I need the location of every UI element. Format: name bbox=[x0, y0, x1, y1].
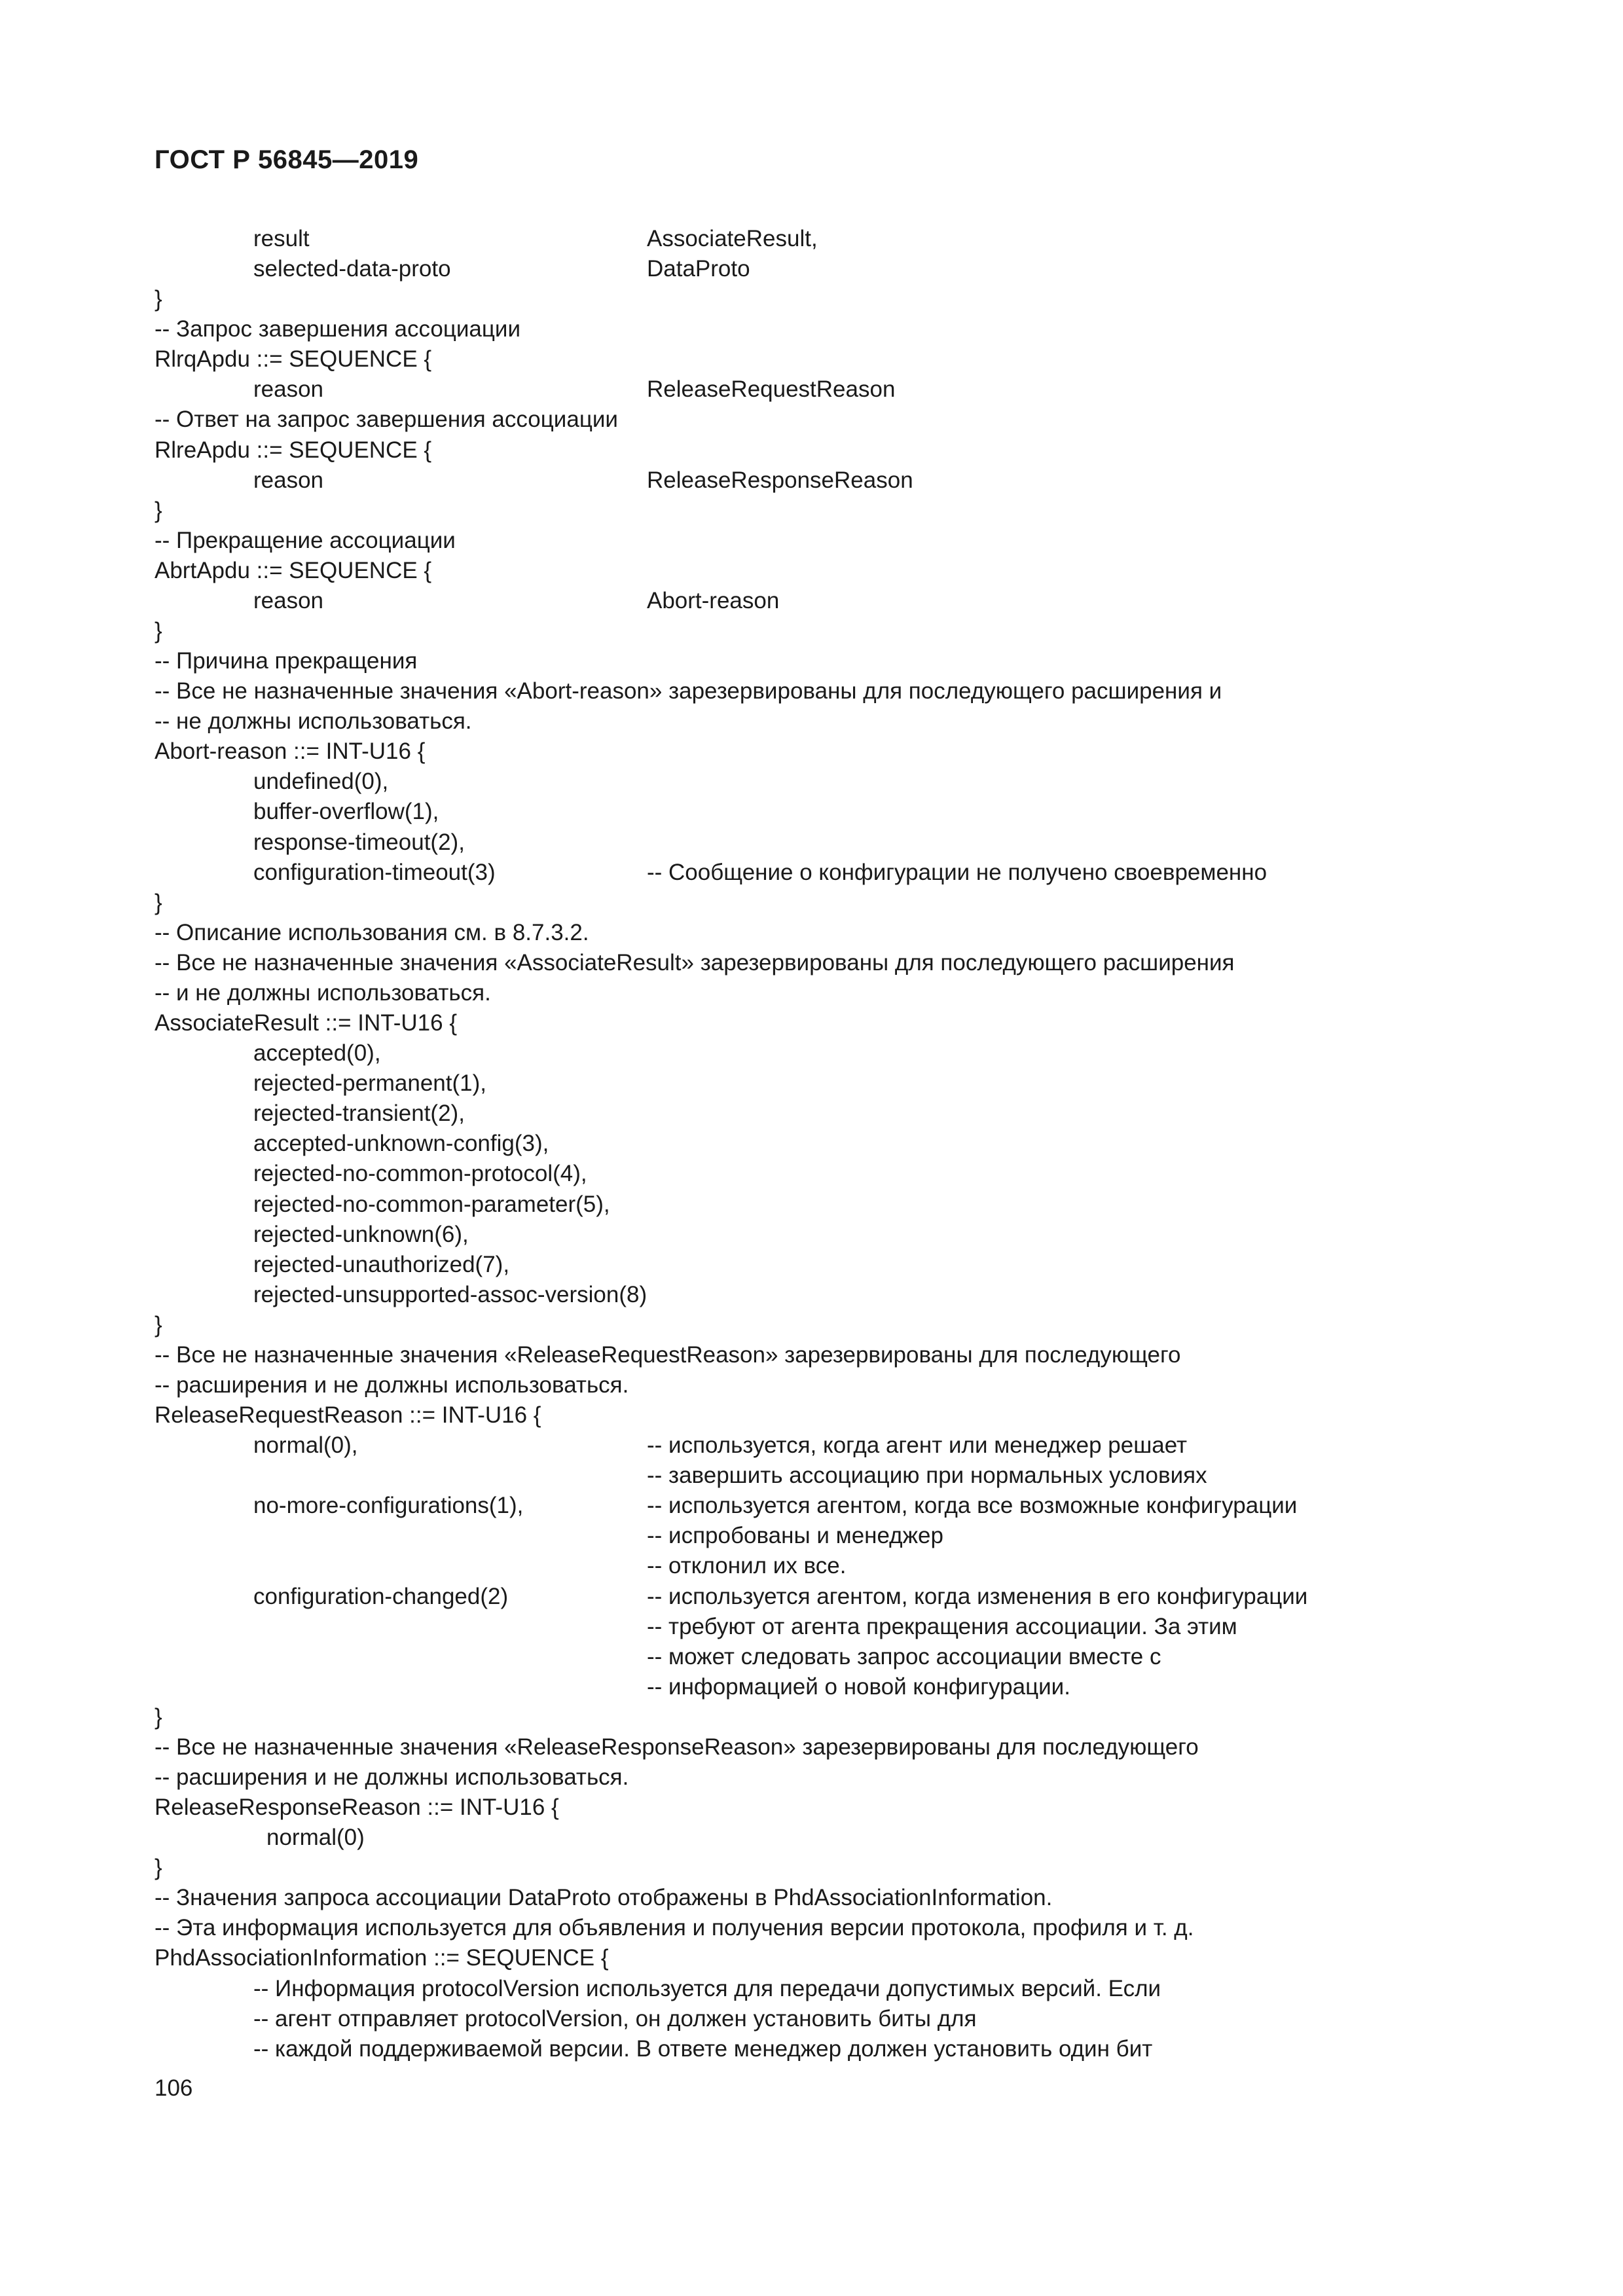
code-line bbox=[155, 1943, 1477, 1973]
code-comment-or-type: -- требуют от агента прекращения ассоциации. За этим bbox=[647, 1613, 1237, 1639]
code-line bbox=[155, 314, 1477, 344]
code-line bbox=[155, 1430, 1477, 1461]
code-text: Abort-reason ::= INT-U16 { bbox=[155, 738, 426, 765]
code-text: AssociateResult ::= INT-U16 { bbox=[155, 1010, 458, 1036]
code-comment-or-type: Abort-reason bbox=[647, 587, 780, 613]
code-text: -- Все не назначенные значения «ReleaseRequestReason» зарезервированы для последующего bbox=[155, 1341, 1181, 1368]
code-comment-or-type: DataProto bbox=[647, 256, 750, 282]
code-text: } bbox=[155, 1311, 162, 1338]
code-comment-or-type: -- может следовать запрос ассоциации вместе с bbox=[647, 1643, 1161, 1669]
code-text: normal(0) bbox=[266, 1825, 365, 1851]
code-text: -- Все не назначенные значения «AssociateResult» зарезервированы для последующего расширения bbox=[155, 949, 1235, 975]
code-line bbox=[155, 1793, 1477, 1823]
code-text: undefined(0), bbox=[253, 769, 389, 795]
code-text: configuration-changed(2) bbox=[253, 1583, 509, 1609]
code-line bbox=[155, 1883, 1477, 1913]
code-text: -- каждой поддерживаемой версии. В ответе менеджер должен установить один бит bbox=[253, 2035, 1153, 2062]
code-line bbox=[155, 284, 1477, 314]
code-text: accepted(0), bbox=[253, 1040, 381, 1066]
code-line bbox=[155, 1340, 1477, 1370]
code-text: -- Все не назначенные значения «ReleaseResponseReason» зарезервированы для последующего bbox=[155, 1734, 1199, 1760]
code-line bbox=[155, 496, 1477, 526]
asn1-code-block bbox=[155, 224, 1477, 2064]
code-line bbox=[155, 1521, 1477, 1551]
code-line bbox=[155, 1280, 1477, 1310]
code-line bbox=[155, 858, 1477, 888]
code-line bbox=[155, 676, 1477, 706]
code-text: reason bbox=[253, 467, 324, 493]
code-text: rejected-unknown(6), bbox=[253, 1221, 469, 1247]
code-line bbox=[155, 828, 1477, 858]
code-comment-or-type: -- Сообщение о конфигурации не получено своевременно bbox=[647, 859, 1267, 885]
code-text: reason bbox=[253, 587, 324, 613]
code-line bbox=[155, 2034, 1477, 2064]
code-line bbox=[155, 254, 1477, 284]
code-text: -- Запрос завершения ассоциации bbox=[155, 316, 521, 342]
code-line bbox=[155, 616, 1477, 646]
code-line bbox=[155, 586, 1477, 616]
code-line bbox=[155, 1220, 1477, 1250]
code-line bbox=[155, 1099, 1477, 1129]
code-text: rejected-unauthorized(7), bbox=[253, 1251, 510, 1277]
code-line bbox=[155, 797, 1477, 827]
code-text: } bbox=[155, 618, 162, 644]
code-text: ReleaseResponseReason ::= INT-U16 { bbox=[155, 1795, 559, 1821]
document-header: ГОСТ Р 56845—2019 bbox=[155, 145, 419, 174]
code-text: PhdAssociationInformation ::= SEQUENCE { bbox=[155, 1945, 609, 1971]
code-comment-or-type: -- используется агентом, когда все возможные конфигурации bbox=[647, 1493, 1298, 1519]
code-text: -- Ответ на запрос завершения ассоциации bbox=[155, 407, 618, 433]
code-text: buffer-overflow(1), bbox=[253, 799, 439, 825]
code-line bbox=[155, 1582, 1477, 1612]
code-text: -- не должны использоваться. bbox=[155, 708, 472, 735]
code-text: -- Все не назначенные значения «Abort-reason» зарезервированы для последующего расширения и bbox=[155, 678, 1222, 704]
code-text: rejected-permanent(1), bbox=[253, 1070, 486, 1097]
code-line bbox=[155, 1400, 1477, 1430]
code-text: rejected-no-common-protocol(4), bbox=[253, 1161, 587, 1187]
code-comment-or-type: -- испробованы и менеджер bbox=[647, 1523, 943, 1549]
code-line bbox=[155, 1310, 1477, 1340]
code-line bbox=[155, 435, 1477, 465]
code-line bbox=[155, 888, 1477, 918]
code-text: RlrqApdu ::= SEQUENCE { bbox=[155, 346, 432, 373]
code-line bbox=[155, 1491, 1477, 1521]
code-text: -- Причина прекращения bbox=[155, 648, 418, 674]
code-text: rejected-transient(2), bbox=[253, 1101, 465, 1127]
code-line bbox=[155, 374, 1477, 405]
code-text: -- агент отправляет protocolVersion, он должен установить биты для bbox=[253, 2005, 977, 2032]
code-text: ReleaseRequestReason ::= INT-U16 { bbox=[155, 1402, 541, 1429]
code-line bbox=[155, 1762, 1477, 1793]
code-text: } bbox=[155, 286, 162, 312]
code-text: -- Прекращение ассоциации bbox=[155, 527, 456, 553]
code-line bbox=[155, 1068, 1477, 1099]
code-line bbox=[155, 1250, 1477, 1280]
code-line bbox=[155, 1008, 1477, 1038]
code-line bbox=[155, 526, 1477, 556]
code-comment-or-type: ReleaseResponseReason bbox=[647, 467, 913, 493]
code-line bbox=[155, 646, 1477, 676]
code-line bbox=[155, 224, 1477, 254]
code-comment-or-type: -- отклонил их все. bbox=[647, 1553, 847, 1579]
code-line bbox=[155, 767, 1477, 797]
code-line bbox=[155, 978, 1477, 1008]
code-text: RlreApdu ::= SEQUENCE { bbox=[155, 437, 432, 463]
code-text: no-more-configurations(1), bbox=[253, 1493, 524, 1519]
code-line bbox=[155, 1702, 1477, 1732]
code-text: selected-data-proto bbox=[253, 256, 451, 282]
code-text: -- Информация protocolVersion используется для передачи допустимых версий. Если bbox=[253, 1975, 1161, 2001]
code-line bbox=[155, 948, 1477, 978]
code-text: -- расширения и не должны использоваться. bbox=[155, 1372, 629, 1398]
code-text: } bbox=[155, 1855, 162, 1881]
code-text: accepted-unknown-config(3), bbox=[253, 1131, 549, 1157]
code-line bbox=[155, 1974, 1477, 2004]
code-line bbox=[155, 344, 1477, 374]
code-text: configuration-timeout(3) bbox=[253, 859, 496, 885]
code-line bbox=[155, 1642, 1477, 1672]
code-line bbox=[155, 1038, 1477, 1068]
code-line bbox=[155, 556, 1477, 586]
code-line bbox=[155, 1853, 1477, 1883]
code-line bbox=[155, 706, 1477, 737]
code-line bbox=[155, 1823, 1477, 1853]
code-line bbox=[155, 918, 1477, 948]
code-line bbox=[155, 1190, 1477, 1220]
code-text: result bbox=[253, 226, 310, 251]
code-text: -- расширения и не должны использоваться. bbox=[155, 1764, 629, 1790]
code-text: -- и не должны использоваться. bbox=[155, 979, 491, 1006]
code-line bbox=[155, 1913, 1477, 1943]
code-text: response-timeout(2), bbox=[253, 829, 465, 855]
page-number: 106 bbox=[155, 2075, 193, 2101]
code-text: -- Описание использования см. в 8.7.3.2. bbox=[155, 919, 589, 945]
code-line bbox=[155, 1370, 1477, 1400]
code-text: -- Значения запроса ассоциации DataProto отображены в PhdAssociationInformation. bbox=[155, 1885, 1053, 1911]
code-text: reason bbox=[253, 376, 324, 403]
code-line bbox=[155, 1612, 1477, 1642]
code-text: normal(0), bbox=[253, 1432, 358, 1459]
code-text: -- Эта информация используется для объявления и получения версии протокола, профиля и т. д. bbox=[155, 1915, 1194, 1941]
code-text: rejected-no-common-parameter(5), bbox=[253, 1191, 610, 1217]
code-line bbox=[155, 405, 1477, 435]
code-text: } bbox=[155, 497, 162, 523]
code-text: rejected-unsupported-assoc-version(8) bbox=[253, 1281, 647, 1307]
code-line bbox=[155, 1159, 1477, 1189]
code-line bbox=[155, 465, 1477, 496]
code-comment-or-type: -- используется, когда агент или менеджер решает bbox=[647, 1432, 1188, 1459]
code-line bbox=[155, 1461, 1477, 1491]
code-line bbox=[155, 737, 1477, 767]
code-line bbox=[155, 1551, 1477, 1581]
code-comment-or-type: AssociateResult, bbox=[647, 226, 818, 251]
code-line bbox=[155, 1672, 1477, 1702]
code-comment-or-type: -- завершить ассоциацию при нормальных условиях bbox=[647, 1463, 1207, 1489]
code-comment-or-type: -- используется агентом, когда изменения в его конфигурации bbox=[647, 1583, 1308, 1609]
code-text: } bbox=[155, 1704, 162, 1730]
code-line bbox=[155, 1129, 1477, 1159]
code-comment-or-type: ReleaseRequestReason bbox=[647, 376, 896, 403]
code-line bbox=[155, 2004, 1477, 2034]
code-line bbox=[155, 1732, 1477, 1762]
code-comment-or-type: -- информацией о новой конфигурации. bbox=[647, 1673, 1070, 1700]
code-text: AbrtApdu ::= SEQUENCE { bbox=[155, 557, 432, 583]
code-text: } bbox=[155, 889, 162, 915]
